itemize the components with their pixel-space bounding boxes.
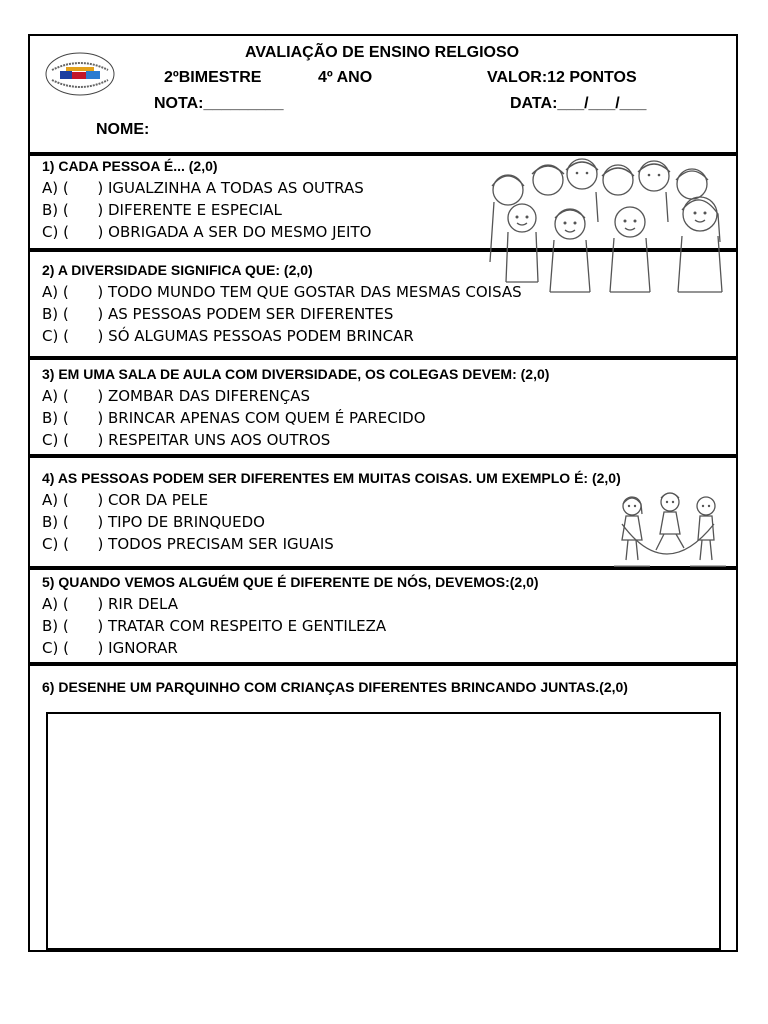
question-title: 1) CADA PESSOA É... (2,0) [42,158,218,174]
question-5 [42,573,539,659]
question-title: 4) AS PESSOAS PODEM SER DIFERENTES EM MUITAS COISAS. UM EXEMPLO É: (2,0) [42,470,621,486]
option-a[interactable]: A) ( ) TODO MUNDO TEM QUE GOSTAR DAS MESMAS COISAS [42,283,522,301]
question-4 [42,469,621,555]
bimestre-label: 2ºBIMESTRE [164,69,262,86]
option-c[interactable]: C) ( ) IGNORAR [42,639,178,657]
score-value-label: VALOR:12 PONTOS [487,69,637,86]
option-c[interactable]: C) ( ) TODOS PRECISAM SER IGUAIS [42,535,334,553]
question-title: 2) A DIVERSIDADE SIGNIFICA QUE: (2,0) [42,262,313,278]
children-group-illustration [470,152,738,302]
option-b[interactable]: B) ( ) TIPO DE BRINQUEDO [42,513,265,531]
drawing-area[interactable] [46,712,721,950]
option-a[interactable]: A) ( ) RIR DELA [42,595,178,613]
option-b[interactable]: B) ( ) DIFERENTE E ESPECIAL [42,201,282,219]
question-title: 6) DESENHE UM PARQUINHO COM CRIANÇAS DIFERENTES BRINCANDO JUNTAS.(2,0) [42,679,628,695]
divider [30,662,736,666]
exam-header [30,36,736,154]
option-b[interactable]: B) ( ) TRATAR COM RESPEITO E GENTILEZA [42,617,387,635]
question-title: 5) QUANDO VEMOS ALGUÉM QUE É DIFERENTE DE NÓS, DEVEMOS:(2,0) [42,574,539,590]
option-a[interactable]: A) ( ) ZOMBAR DAS DIFERENÇAS [42,387,311,405]
question-2 [42,261,522,347]
option-c[interactable]: C) ( ) RESPEITAR UNS AOS OUTROS [42,431,331,449]
school-logo-icon [44,50,116,98]
grade-label: 4º ANO [318,69,373,86]
option-a[interactable]: A) ( ) IGUALZINHA A TODAS AS OUTRAS [42,179,364,197]
date-field[interactable]: DATA:___/___/___ [510,95,647,112]
option-c[interactable]: C) ( ) OBRIGADA A SER DO MESMO JEITO [42,223,372,241]
option-b[interactable]: B) ( ) AS PESSOAS PODEM SER DIFERENTES [42,305,394,323]
option-c[interactable]: C) ( ) SÓ ALGUMAS PESSOAS PODEM BRINCAR [42,327,414,345]
exam-title: AVALIAÇÃO DE ENSINO RELGIOSO [245,44,520,61]
exam-sheet [28,34,738,952]
divider [30,356,736,360]
children-jump-rope-illustration [610,488,728,574]
option-b[interactable]: B) ( ) BRINCAR APENAS COM QUEM É PARECIDO [42,409,426,427]
grade-field[interactable]: NOTA:_________ [154,95,284,112]
divider [30,454,736,458]
option-a[interactable]: A) ( ) COR DA PELE [42,491,209,509]
question-1 [42,157,371,243]
question-3 [42,365,549,451]
name-field[interactable]: NOME: [96,121,150,138]
question-title: 3) EM UMA SALA DE AULA COM DIVERSIDADE, OS COLEGAS DEVEM: (2,0) [42,366,550,382]
question-6 [42,678,628,698]
